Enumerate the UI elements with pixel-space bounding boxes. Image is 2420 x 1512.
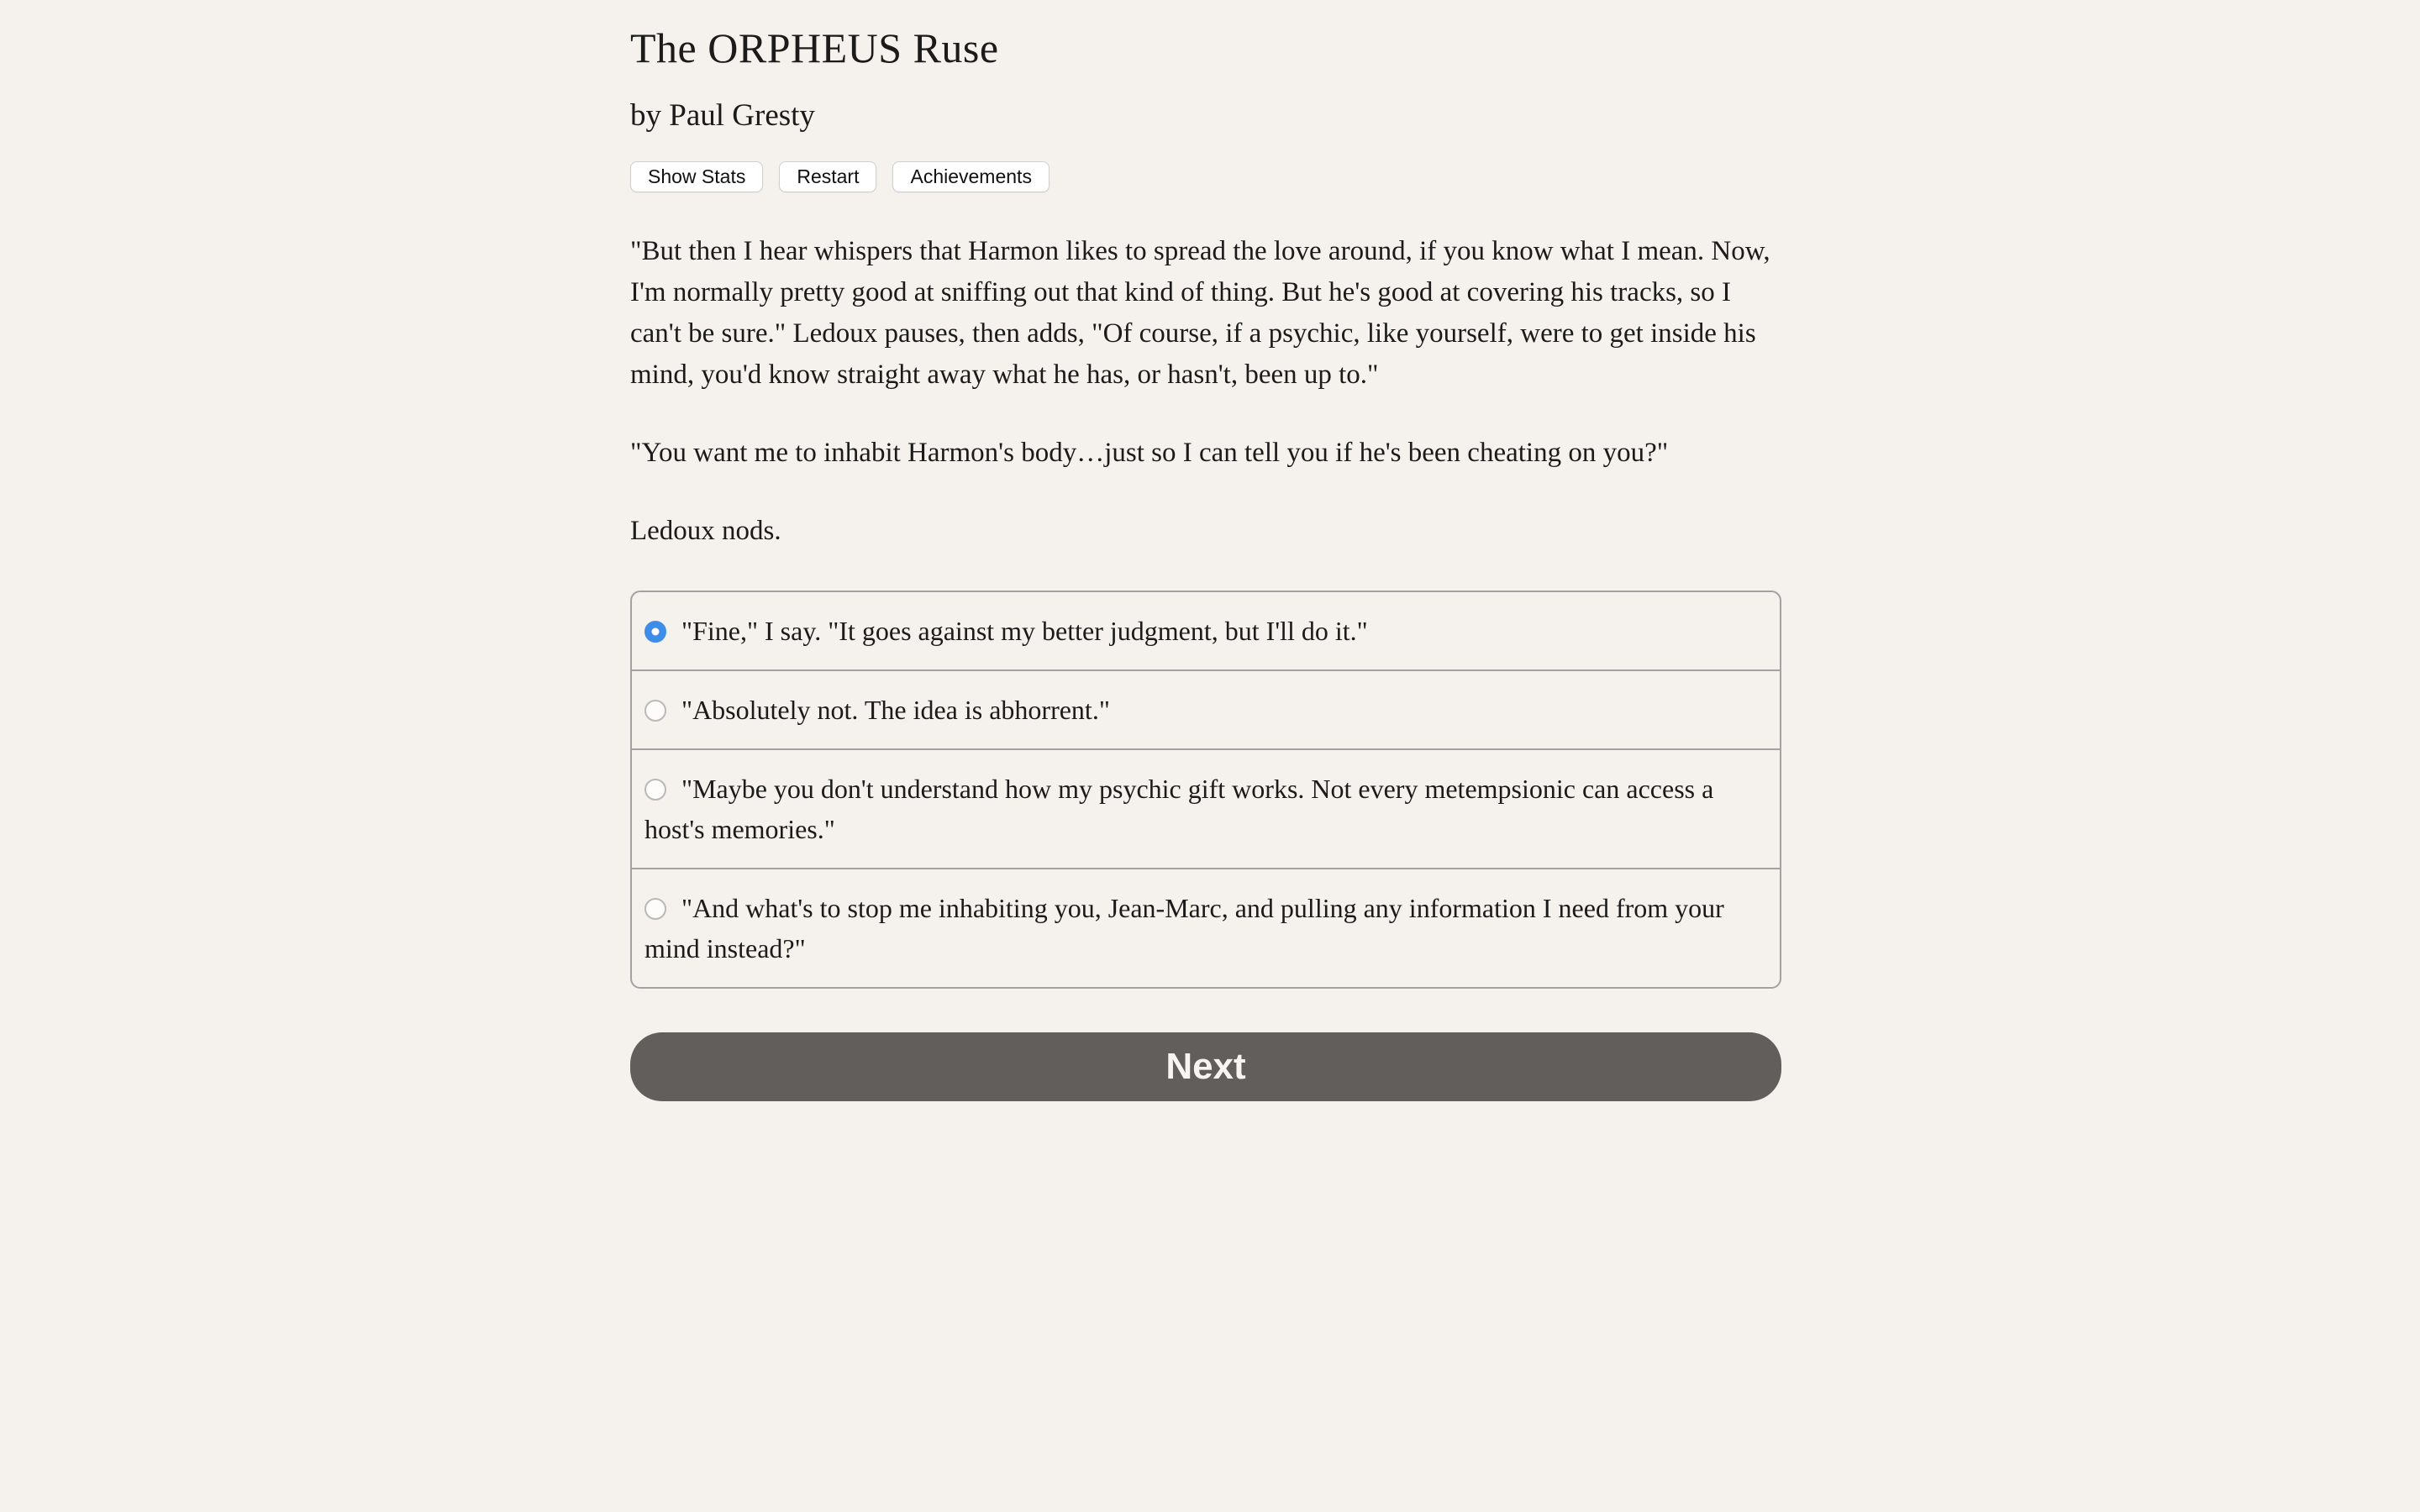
- radio-button[interactable]: [644, 779, 666, 801]
- restart-button[interactable]: Restart: [779, 161, 876, 192]
- choice-label: "Absolutely not. The idea is abhorrent.": [681, 695, 1110, 725]
- radio-button[interactable]: [644, 700, 666, 722]
- choice-label: "And what's to stop me inhabiting you, Jean-Marc, and pulling any information I need from your mind instead?": [644, 893, 1724, 963]
- choice-label: "Maybe you don't understand how my psychic gift works. Not every metempsionic can access a host's memories.": [644, 774, 1714, 844]
- achievements-button[interactable]: Achievements: [892, 161, 1049, 192]
- story-paragraph: Ledoux nods.: [630, 516, 781, 546]
- choice-label: "Fine," I say. "It goes against my better judgment, but I'll do it.": [681, 616, 1368, 646]
- show-stats-button[interactable]: Show Stats: [630, 161, 763, 192]
- next-button[interactable]: Next: [630, 1032, 1781, 1101]
- story-text: [630, 231, 1781, 552]
- choice-option[interactable]: [632, 592, 1780, 669]
- game-title: The ORPHEUS Ruse: [630, 24, 999, 71]
- choice-option[interactable]: [632, 669, 1780, 748]
- game-author: by Paul Gresty: [630, 98, 815, 133]
- choice-option[interactable]: [632, 868, 1780, 987]
- radio-button[interactable]: [644, 898, 666, 920]
- story-paragraph: "But then I hear whispers that Harmon likes to spread the love around, if you know what I mean. Now, I'm normally pretty good at sniffing out that kind of thing. But he's good at covering his tracks, so I can't be sure." Ledoux pauses, then adds, "Of course, if a psychic, like yourself, were to get inside his mind, you'd know straight away what he has, or hasn't, been up to.": [630, 236, 1770, 390]
- choice-group: [630, 591, 1781, 989]
- game-content-column: [630, 24, 1781, 1101]
- radio-button[interactable]: [644, 621, 666, 643]
- story-paragraph: "You want me to inhabit Harmon's body…just so I can tell you if he's been cheating on you?": [630, 438, 1669, 468]
- toolbar: [630, 161, 1781, 192]
- choice-option[interactable]: [632, 748, 1780, 868]
